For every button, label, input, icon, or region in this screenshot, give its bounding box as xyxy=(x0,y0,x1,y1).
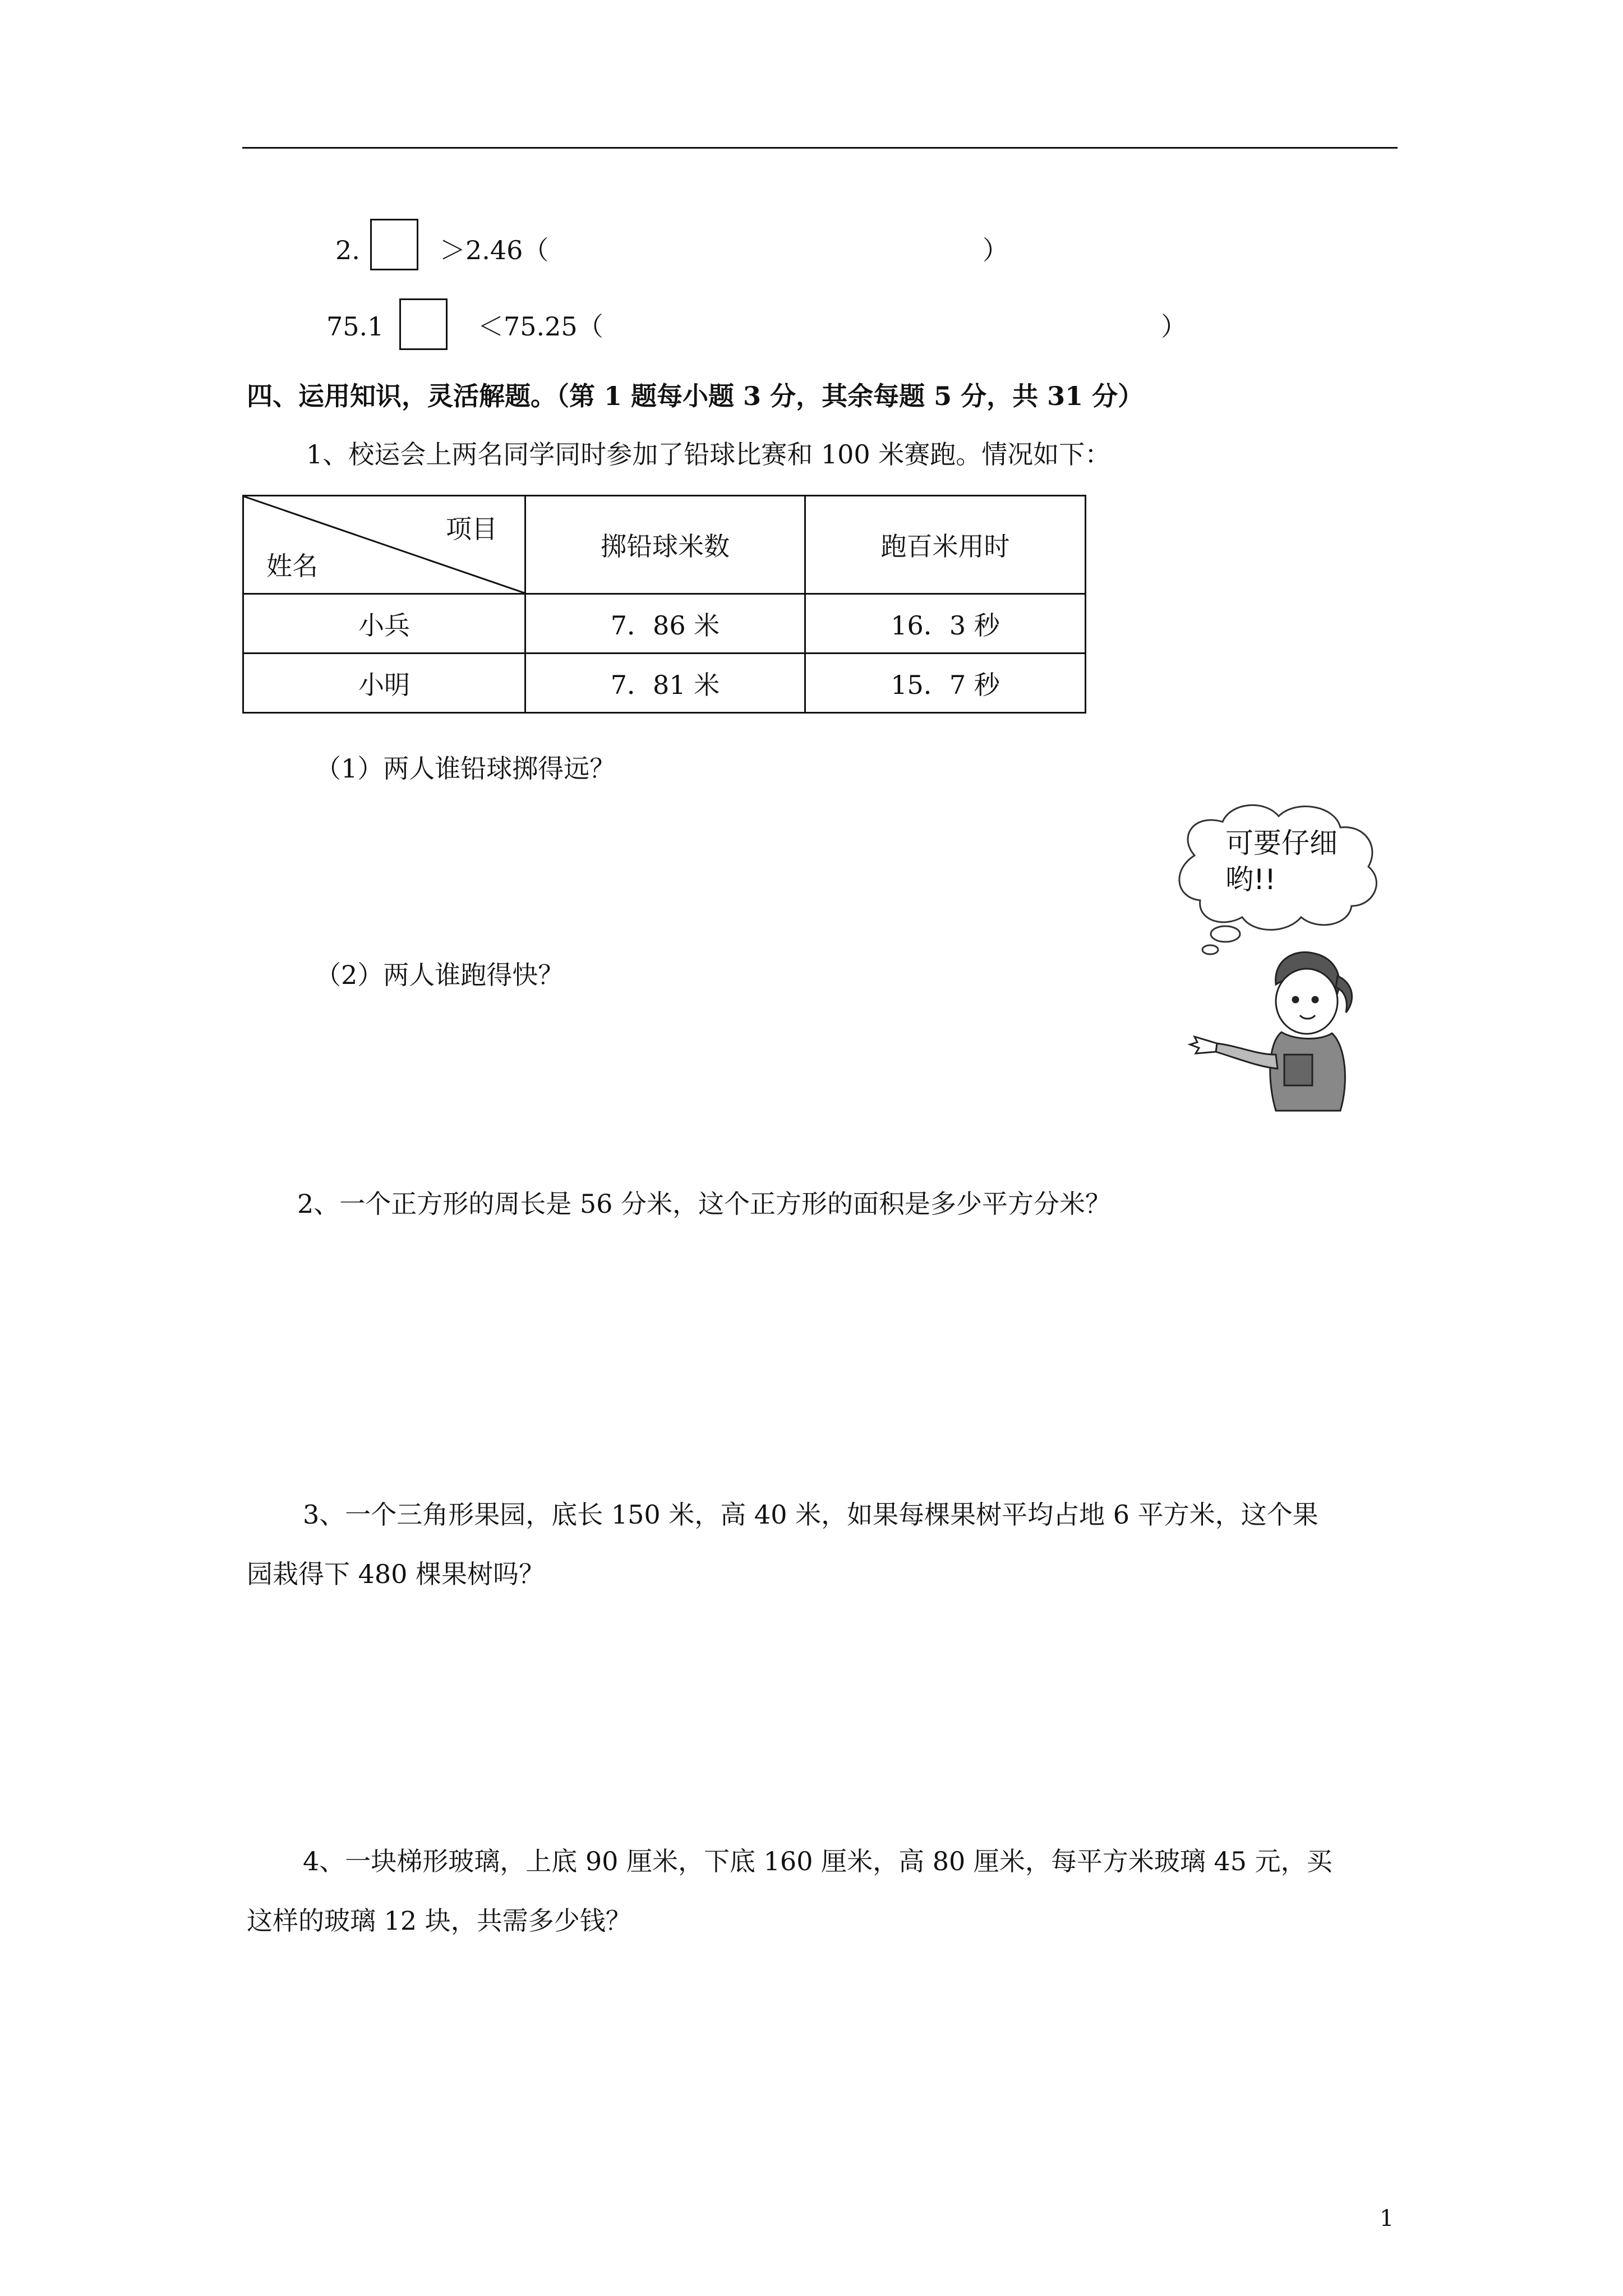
header-item-label: 项目 xyxy=(446,514,497,544)
compare-2-suffix: ＜75.25（ xyxy=(478,311,603,342)
diagonal-header-cell xyxy=(243,496,525,594)
question-4-line-2: 这样的玻璃 12 块，共需多少钱？ xyxy=(247,1906,631,1936)
compare-2-close: ） xyxy=(1161,311,1187,342)
question-4-line-1: 4、一块梯形玻璃，上底 90 厘米，下底 160 厘米，高 80 厘米，每平方米玻璃 45 元，买 xyxy=(303,1846,1332,1876)
question-2-text: 2、一个正方形的周长是 56 分米，这个正方形的面积是多少平方分米？ xyxy=(297,1189,1112,1219)
results-table xyxy=(242,495,1086,714)
compare-1-close: ） xyxy=(983,235,1008,265)
table-row xyxy=(243,654,1086,713)
question-3-line-2: 园栽得下 480 棵果树吗？ xyxy=(247,1559,545,1589)
header-rule xyxy=(242,147,1398,149)
header-sprint: 跑百米用时 xyxy=(805,496,1086,594)
bubble-text-line-1: 可要仔细 xyxy=(1225,827,1338,859)
table-row xyxy=(243,594,1086,654)
page-number: 1 xyxy=(1380,2206,1394,2231)
question-1-sub-2: （2）两人谁跑得快？ xyxy=(315,960,564,990)
compare-2-blank-box[interactable] xyxy=(399,298,448,350)
row-shot-put: 7．81 米 xyxy=(525,654,805,713)
compare-2-prefix: 75.1 xyxy=(326,311,384,342)
compare-1-suffix: ＞2.46（ xyxy=(440,235,549,265)
compare-1-blank-box[interactable] xyxy=(370,219,418,270)
question-1-sub-1: （1）两人谁铅球掷得远？ xyxy=(315,753,616,784)
question-3-line-1: 3、一个三角形果园，底长 150 米，高 40 米，如果每棵果树平均占地 6 平方米，这个果 xyxy=(303,1499,1318,1530)
row-shot-put: 7．86 米 xyxy=(525,594,805,654)
section-title: 四、运用知识，灵活解题。（第 1 题每小题 3 分，其余每题 5 分，共 31 分） xyxy=(247,381,1144,411)
header-name-label: 姓名 xyxy=(266,551,318,581)
row-sprint: 16．3 秒 xyxy=(805,594,1086,654)
row-name: 小兵 xyxy=(243,594,525,654)
bubble-text-line-2: 哟!! xyxy=(1225,863,1276,896)
compare-1-prefix: 2. xyxy=(335,235,360,265)
row-sprint: 15．7 秒 xyxy=(805,654,1086,713)
question-1-text: 1、校运会上两名同学同时参加了铅球比赛和 100 米赛跑。情况如下： xyxy=(306,439,1111,470)
girl-thought-bubble-illustration xyxy=(1155,791,1402,1128)
header-shot-put: 掷铅球米数 xyxy=(525,496,805,594)
row-name: 小明 xyxy=(243,654,525,713)
table-header-row xyxy=(243,496,1086,594)
